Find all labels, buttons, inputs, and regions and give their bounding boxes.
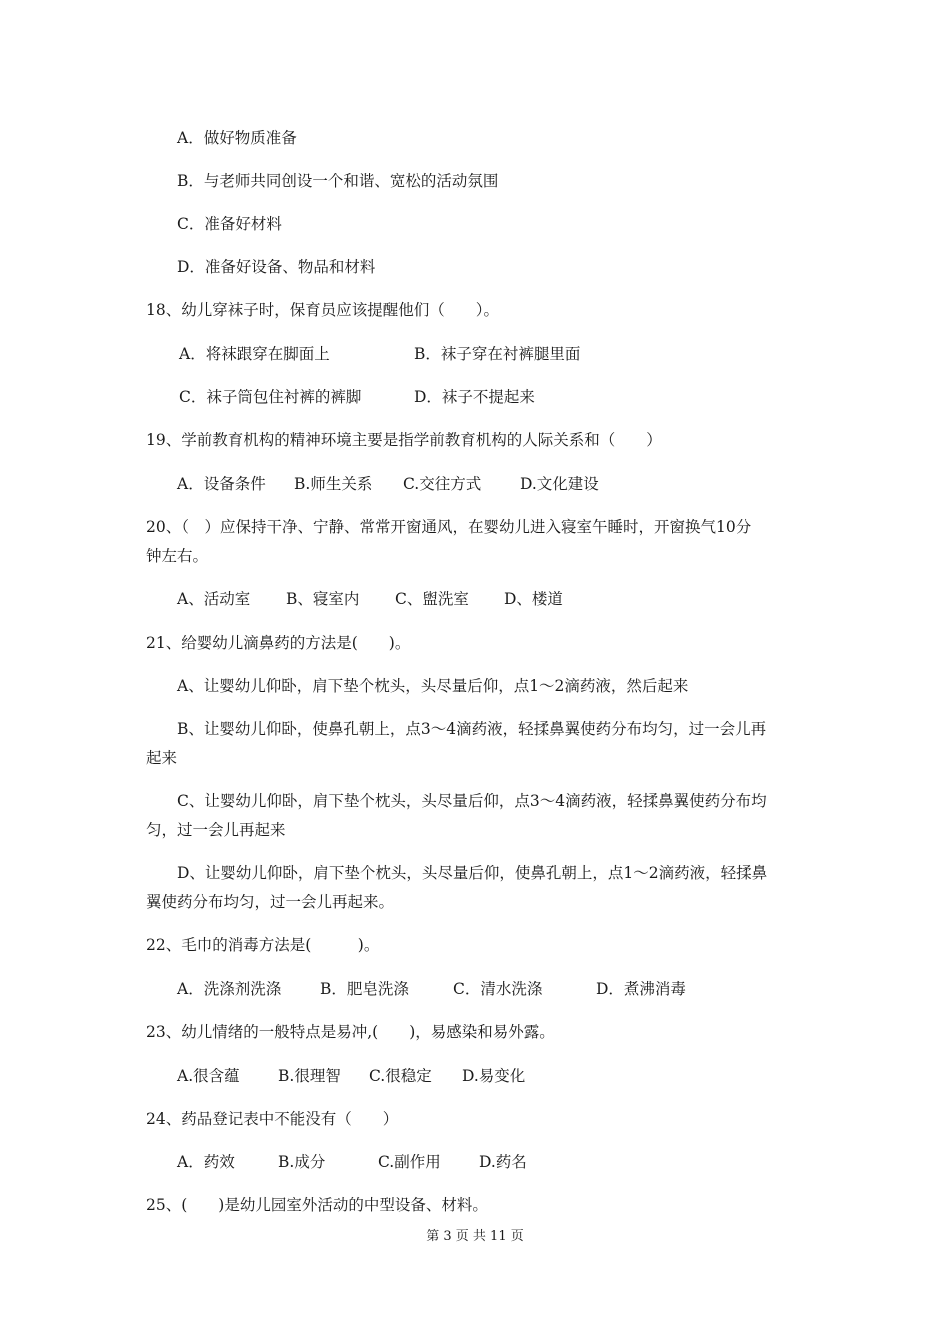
q23-option-d: D.易变化 <box>462 1067 526 1085</box>
q20-option-a: A、活动室 <box>177 590 251 608</box>
q17-option-b: B．与老师共同创设一个和谐、宽松的活动氛围 <box>177 172 499 190</box>
q24-option-c: C.副作用 <box>378 1153 441 1171</box>
q18-option-a: A．将袜跟穿在脚面上 <box>179 345 330 363</box>
q21-option-c-line2: 匀，过一会儿再起来 <box>146 821 286 839</box>
q20-stem-line2: 钟左右。 <box>146 547 209 565</box>
q17-option-a: A．做好物质准备 <box>177 129 297 147</box>
q18-stem: 18、幼儿穿袜子时，保育员应该提醒他们（ ）。 <box>146 301 499 319</box>
q22-option-b: B．肥皂洗涤 <box>320 980 409 998</box>
q21-option-d-line2: 翼使药分布均匀，过一会儿再起来。 <box>146 893 395 911</box>
q23-option-b: B.很理智 <box>278 1067 341 1085</box>
q21-option-a: A、让婴幼儿仰卧，肩下垫个枕头，头尽量后仰，点1～2滴药液，然后起来 <box>177 677 689 695</box>
q20-option-b: B、寝室内 <box>286 590 360 608</box>
q21-stem: 21、给婴幼儿滴鼻药的方法是( )。 <box>146 634 411 652</box>
q20-option-c: C、盥洗室 <box>395 590 469 608</box>
q18-option-c: C．袜子筒包住衬裤的裤脚 <box>179 388 362 406</box>
q21-option-b-line2: 起来 <box>146 749 178 767</box>
q23-option-a: A.很含蕴 <box>177 1067 240 1085</box>
q19-option-b: B.师生关系 <box>294 475 373 493</box>
q18-option-b: B．袜子穿在衬裤腿里面 <box>414 345 581 363</box>
q19-option-c: C.交往方式 <box>403 475 482 493</box>
q17-option-d: D．准备好设备、物品和材料 <box>177 258 376 276</box>
q20-option-d: D、楼道 <box>504 590 563 608</box>
q21-option-d-line1: D、让婴幼儿仰卧，肩下垫个枕头，头尽量后仰，使鼻孔朝上，点1～2滴药液，轻揉鼻 <box>177 864 768 882</box>
q23-option-c: C.很稳定 <box>369 1067 432 1085</box>
q19-option-d: D.文化建设 <box>520 475 599 493</box>
q20-stem-line1: 20、（ ）应保持干净、宁静、常常开窗通风，在婴幼儿进入寝室午睡时，开窗换气10分 <box>146 518 752 536</box>
q19-stem: 19、学前教育机构的精神环境主要是指学前教育机构的人际关系和（ ） <box>146 431 662 449</box>
q25-stem: 25、( )是幼儿园室外活动的中型设备、材料。 <box>146 1196 488 1214</box>
q22-stem: 22、毛巾的消毒方法是( )。 <box>146 936 380 954</box>
q22-option-c: C．清水洗涤 <box>453 980 543 998</box>
q24-option-b: B.成分 <box>278 1153 326 1171</box>
q21-option-c-line1: C、让婴幼儿仰卧，肩下垫个枕头，头尽量后仰，点3～4滴药液，轻揉鼻翼使药分布均 <box>177 792 767 810</box>
q23-stem: 23、幼儿情绪的一般特点是易冲,( )，易感染和易外露。 <box>146 1023 555 1041</box>
q21-option-b-line1: B、让婴幼儿仰卧，使鼻孔朝上，点3～4滴药液，轻揉鼻翼使药分布均匀，过一会儿再 <box>177 720 767 738</box>
q18-option-d: D．袜子不提起来 <box>414 388 535 406</box>
q22-option-d: D．煮沸消毒 <box>596 980 686 998</box>
q17-option-c: C．准备好材料 <box>177 215 282 233</box>
q22-option-a: A．洗涤剂洗涤 <box>177 980 282 998</box>
q24-option-a: A．药效 <box>177 1153 235 1171</box>
page-footer: 第 3 页 共 11 页 <box>426 1229 524 1244</box>
q24-stem: 24、药品登记表中不能没有（ ） <box>146 1110 399 1128</box>
q19-option-a: A．设备条件 <box>177 475 266 493</box>
q24-option-d: D.药名 <box>479 1153 527 1171</box>
